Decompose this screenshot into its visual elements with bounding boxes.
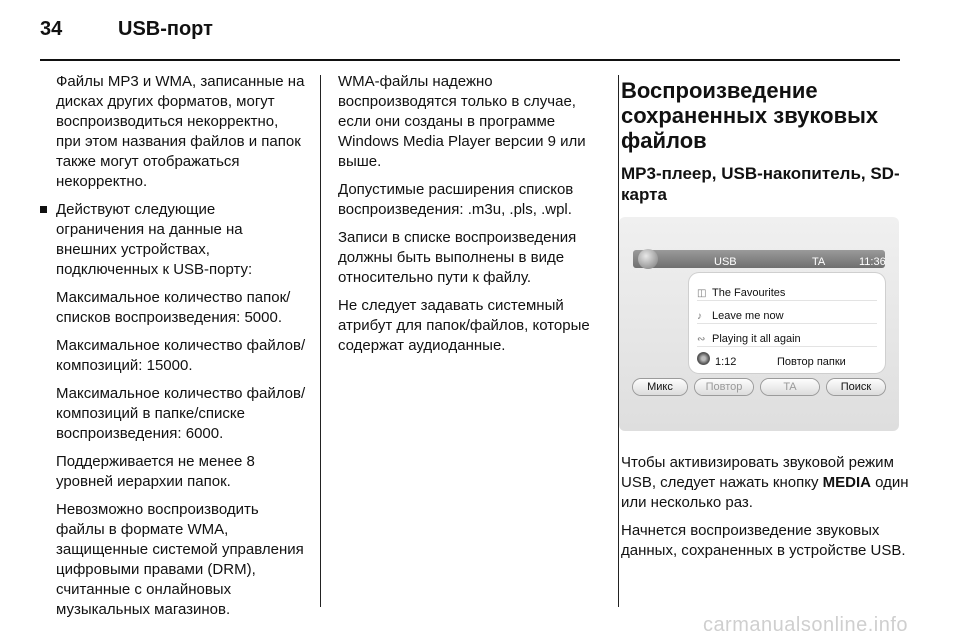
screen-top-bar: [633, 250, 885, 268]
elapsed-time: 1:12: [715, 356, 737, 368]
disc-icon: [697, 352, 710, 365]
page-title: USB-порт: [118, 18, 213, 40]
bullet-item: [40, 200, 306, 280]
column-1: [40, 72, 306, 628]
column-divider-1: [320, 75, 321, 607]
column-3: [621, 72, 909, 569]
paragraph: WMA-файлы надежно воспроизводятся только в случае, если они созданы в программе Windows Media Player версии 9 или выше.: [338, 73, 586, 170]
ta-button[interactable]: TA: [761, 379, 819, 395]
paragraph: Не следует задавать системный атрибут для папок/файлов, которые содержат аудиоданные.: [338, 297, 590, 354]
limit-item: Невозможно воспроизводить файлы в формате WMA, защищенные системой управления цифровыми правами (DRM), считанные с онлайновых музыкальных магазинов.: [56, 501, 304, 618]
header-rule: [40, 59, 900, 61]
row-divider: [697, 323, 877, 324]
limit-item: Максимальное количество файлов/композиций: 15000.: [56, 337, 306, 374]
bullet-text: Действуют следующие ограничения на данные на внешних устройствах, подключенных к USB-порту:: [56, 201, 253, 278]
column-2: [338, 72, 604, 364]
music-note-icon: ♪: [697, 311, 702, 322]
track-title: Playing it all again: [712, 333, 801, 345]
paragraph: Допустимые расширения списков воспроизведения: .m3u, .pls, .wpl.: [338, 181, 574, 218]
limit-item: Максимальное количество файлов/композиций в папке/списке воспроизведения: 6000.: [56, 385, 306, 442]
activation-text-start: Чтобы активизировать звуковой режим USB, следует нажать кнопку: [621, 454, 894, 491]
shuffle-button[interactable]: Микс: [633, 379, 687, 395]
limit-item: Поддерживается не менее 8 уровней иерархии папок.: [56, 453, 255, 490]
source-label: USB: [714, 256, 737, 268]
repeat-mode-label: Повтор папки: [777, 356, 846, 368]
track-title: Leave me now: [712, 310, 784, 322]
bullet-icon: [40, 206, 47, 213]
track-title: The Favourites: [712, 287, 786, 299]
folder-icon: ◫: [697, 288, 707, 299]
row-divider: [697, 300, 877, 301]
clock-label: 11:36: [859, 256, 886, 268]
section-heading: Воспроизведение сохраненных звуковых файлов: [621, 78, 879, 153]
intro-paragraph: Файлы MP3 и WMA, записанные на дисках других форматов, могут воспроизводиться некорректно, при этом названия файлов и папок также могут отображаться некорректно.: [56, 73, 305, 190]
infotainment-screen-illustration: [619, 217, 899, 431]
activation-text-end: один или несколько раз.: [621, 474, 909, 511]
ta-label: TA: [812, 256, 826, 268]
watermark: carmanualsonline.info: [702, 614, 908, 636]
repeat-button[interactable]: Повтор: [695, 379, 753, 395]
playing-icon: ∾: [697, 334, 706, 345]
search-button[interactable]: Поиск: [827, 379, 885, 395]
playback-paragraph: Начнется воспроизведение звуковых данных, сохраненных в устройстве USB.: [621, 522, 906, 559]
globe-icon: [638, 249, 658, 269]
section-subheading: MP3-плеер, USB-накопитель, SD-карта: [621, 164, 900, 204]
activation-paragraph: [621, 453, 909, 513]
media-key-label: MEDIA: [822, 474, 871, 491]
page-number: 34: [40, 18, 63, 40]
paragraph: Записи в списке воспроизведения должны быть выполнены в виде относительно пути к файлу.: [338, 229, 577, 286]
limit-item: Максимальное количество папок/списков воспроизведения: 5000.: [56, 289, 291, 326]
row-divider: [697, 346, 877, 347]
